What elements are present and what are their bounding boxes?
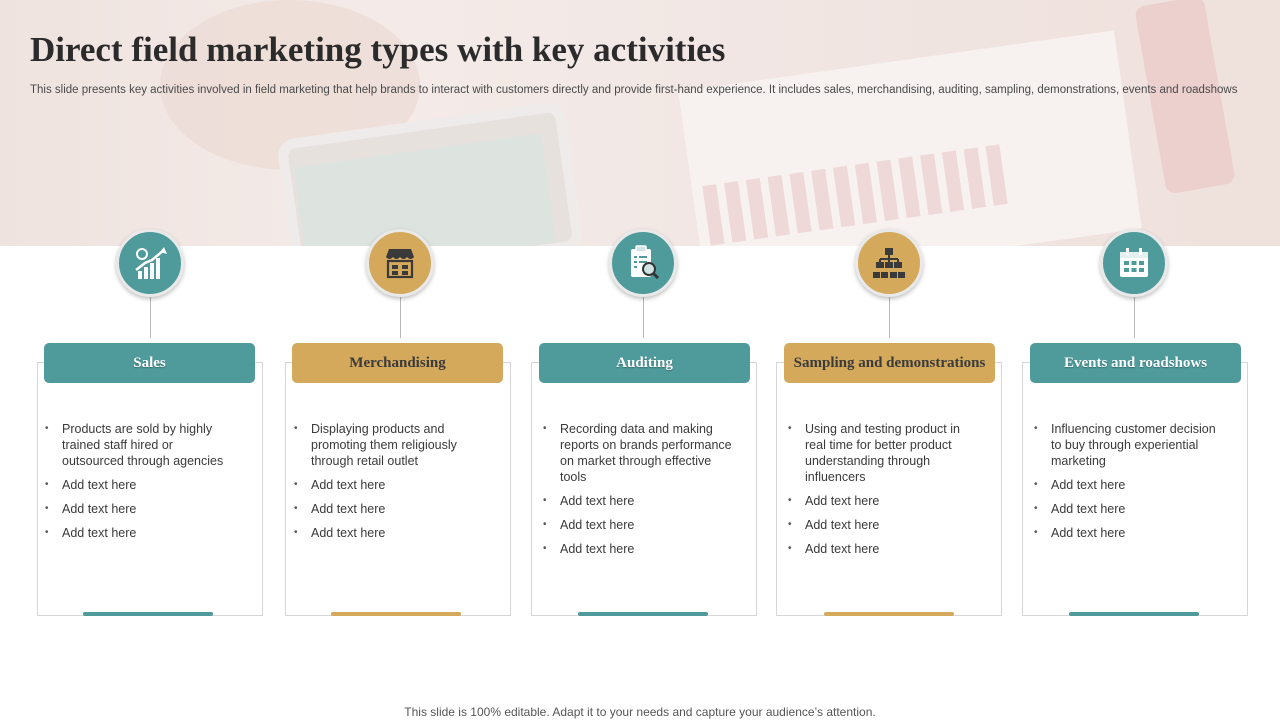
card-list-merchandising (294, 421, 484, 549)
card-header-sales: Sales (44, 343, 255, 383)
list-item: • Add text here (1034, 501, 1224, 517)
list-item: • Add text here (1034, 477, 1224, 493)
card-accent-bar (578, 612, 708, 616)
connector-line (1134, 296, 1135, 338)
store-icon (366, 229, 434, 297)
list-item: • Add text here (543, 541, 733, 557)
card-header-merchandising: Merchandising (292, 343, 503, 383)
list-item: • Add text here (45, 525, 235, 541)
card-accent-bar (824, 612, 954, 616)
growth-chart-icon (116, 229, 184, 297)
list-item: • Add text here (788, 493, 978, 509)
card-list-sampling (788, 421, 978, 565)
slide-title: Direct field marketing types with key activities (30, 30, 726, 69)
slide-subtitle: This slide presents key activities involved in field marketing that help brands to interact with customers directly and provide first-hand experience. It includes sales, merchandising, auditing, sampling, demonstrations, events and roadshows (30, 84, 1238, 96)
list-item: • Add text here (543, 517, 733, 533)
list-item: • Recording data and making reports on brands performance on market through effective tools (543, 421, 733, 485)
report-search-icon (609, 229, 677, 297)
card-header-events: Events and roadshows (1030, 343, 1241, 383)
list-item: • Add text here (1034, 525, 1224, 541)
calendar-icon (1100, 229, 1168, 297)
card-list-events (1034, 421, 1224, 549)
list-item: • Using and testing product in real time for better product understanding through influencers (788, 421, 978, 485)
footer-note: This slide is 100% editable. Adapt it to your needs and capture your audience’s attention. (404, 705, 876, 719)
card-list-sales (45, 421, 235, 549)
list-item: • Displaying products and promoting them religiously through retail outlet (294, 421, 484, 469)
card-accent-bar (1069, 612, 1199, 616)
list-item: • Influencing customer decision to buy through experiential marketing (1034, 421, 1224, 469)
connector-line (889, 296, 890, 338)
card-list-auditing (543, 421, 733, 565)
card-header-auditing: Auditing (539, 343, 750, 383)
list-item: • Products are sold by highly trained staff hired or outsourced through agencies (45, 421, 235, 469)
connector-line (400, 296, 401, 338)
list-item: • Add text here (294, 477, 484, 493)
card-accent-bar (331, 612, 461, 616)
list-item: • Add text here (294, 525, 484, 541)
list-item: • Add text here (45, 477, 235, 493)
card-header-sampling: Sampling and demonstrations (784, 343, 995, 383)
hierarchy-icon (855, 229, 923, 297)
list-item: • Add text here (788, 517, 978, 533)
connector-line (150, 296, 151, 338)
list-item: • Add text here (294, 501, 484, 517)
list-item: • Add text here (45, 501, 235, 517)
connector-line (643, 296, 644, 338)
list-item: • Add text here (788, 541, 978, 557)
list-item: • Add text here (543, 493, 733, 509)
card-accent-bar (83, 612, 213, 616)
